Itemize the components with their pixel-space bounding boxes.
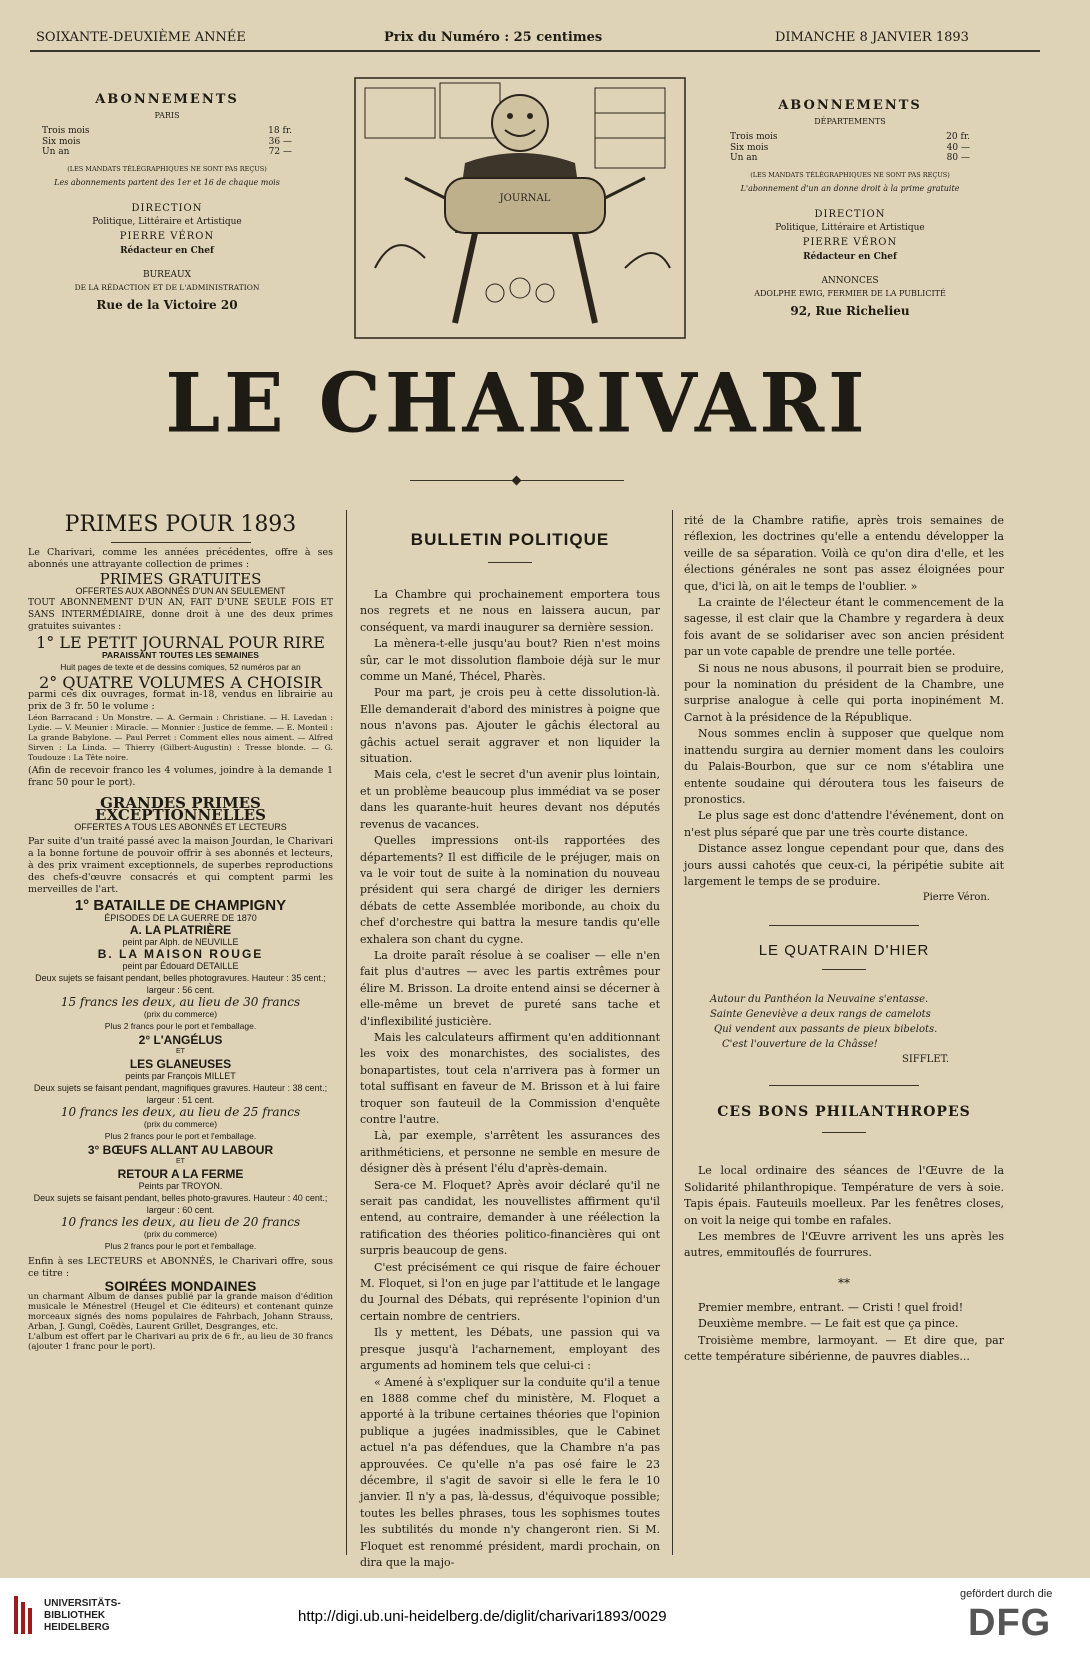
angelus-et: ET (176, 1048, 185, 1055)
offices-desc: DE LA RÉDACTION ET DE L'ADMINISTRATION (74, 282, 260, 292)
soirees-price: L'album est offert par le Charivari au prix de 6 fr., au lieu de 30 francs (ajouter 1 franc pour le port). (28, 1332, 333, 1352)
offices-address: Rue de la Victoire 20 (96, 297, 238, 312)
mandate-note: (LES MANDATS TÉLÉGRAPHIQUES NE SONT PAS REÇUS) (67, 164, 267, 173)
ads-address: 92, Rue Richelieu (790, 303, 910, 318)
troyon-details: Deux sujets se faisant pendant, belles photo-gravures. Hauteur : 40 cent.; largeur : 60 cent. (33, 1193, 328, 1215)
millet-details: Deux sujets se faisant pendant, magnifiques gravures. Hauteur : 38 cent.; largeur : 51 cent. (33, 1083, 328, 1105)
digitization-footer (0, 1578, 1090, 1653)
dfg-logo: DFG (968, 1602, 1052, 1644)
paragraph: Si nous ne nous abusons, il pourrait bien se produire, pour la nomination du président de la Chambre, une surprise analogue à celle qui porta inopinément M. Carnot à la présidence de la République. (684, 661, 1004, 724)
subscriptions-title: ABONNEMENTS (778, 98, 922, 113)
battle-a-painter: peint par Alph. de NEUVILLE (122, 937, 239, 947)
battle-b: B. LA MAISON ROUGE (97, 947, 264, 961)
editor-name: PIERRE VÉRON (802, 236, 898, 248)
diamond-ornament (512, 476, 522, 486)
paragraph: La crainte de l'électeur étant le commencement de la sagesse, il est clair que la Chambre y regardera à deux fois avant de se solidariser avec son ancien président par un vote capable de prendre une telle portée. (684, 596, 1004, 659)
philanthropes-dialog (684, 1300, 1004, 1366)
paragraph: Mais cela, c'est le secret d'un avenir plus lointain, et un problème beaucoup plus immédiat va se poser dans les quarante-huit heures devant nos députés revenus de vacances. (360, 768, 660, 831)
subscriptions-paris (22, 92, 312, 312)
library-name: UNIVERSITÄTS- BIBLIOTHEK HEIDELBERG (44, 1598, 121, 1633)
battle-a: A. LA PLATRIÈRE (129, 923, 232, 937)
glaneuses-title: LES GLANEUSES (129, 1057, 232, 1071)
paragraph: La droite paraît résolue à se coaliser — elle n'en fait plus d'autres — avec les partis extrêmes pour élire M. Brisson. La droite entend ainsi se décerner à elle-même un brevet de pureté sans tache et d'inflexibilité justicière. (360, 948, 660, 1028)
masthead-title: LE CHARIVARI (165, 355, 869, 452)
subscription-rates (730, 132, 970, 164)
volume-year: SOIXANTE-DEUXIÈME ANNÉE (36, 30, 246, 45)
retour-ferme-title: RETOUR A LA FERME (117, 1167, 244, 1181)
prime-1-freq: PARAISSANT TOUTES LES SEMAINES (102, 650, 259, 660)
soirees-desc: un charmant Album de danses publié par la grande maison d'édition musicale le Ménestrel (Heugel et Cie éditeurs) et contenant quinze morceaux signés des noms populaires de Fahrbach, Johann Strauss, Arban, J. Gungl, Coëdès, Laurent Grillet, Desgranges, etc. (28, 1292, 333, 1332)
primes-gratuites: PRIMES GRATUITES (99, 570, 262, 588)
bulletin-title: BULLETIN POLITIQUE (410, 530, 610, 549)
direction-desc: Politique, Littéraire et Artistique (92, 216, 242, 227)
column-rule (672, 510, 673, 1555)
ads-label: ANNONCES (821, 275, 879, 286)
battle-title: 1° BATAILLE DE CHAMPIGNY (74, 897, 287, 914)
grandes-primes-note: OFFERTES A TOUS LES ABONNÉS ET LECTEURS (74, 822, 287, 832)
editor-role: Rédacteur en Chef (803, 251, 897, 262)
quatrain-text (684, 992, 1004, 1052)
sponsor-label: gefördert durch die (960, 1588, 1053, 1600)
boeufs-title: 3° BŒUFS ALLANT AU LABOUR (87, 1143, 274, 1157)
section-stars: ** (838, 1275, 850, 1290)
millet-painter: peints par François MILLET (125, 1071, 236, 1081)
angelus-title: 2° L'ANGÉLUS (138, 1033, 223, 1047)
grandes-primes-title: GRANDES PRIMES EXCEPTIONNELLES (95, 794, 266, 824)
battle-b-painter: peint par Édouard DETAILLE (122, 961, 239, 971)
prime-2-desc: parmi ces dix ouvrages, format in-18, vendus en librairie au prix de 3 fr. 50 le volume : (28, 689, 333, 712)
battle-sub: ÉPISODES DE LA GUERRE DE 1870 (104, 913, 257, 923)
millet-price: 10 francs les deux, au lieu de 25 francs (60, 1105, 301, 1119)
subscription-start-note: Les abonnements partent des 1er et 16 de chaque mois (54, 177, 280, 187)
primes-title: PRIMES POUR 1893 (64, 512, 297, 537)
prime-1-title: 1° LE PETIT JOURNAL POUR RIRE (36, 633, 325, 652)
paragraph: « Amené à s'expliquer sur la conduite qu'il a tenue en 1888 comme chef du ministère, M. Floquet a apporté à la tribune certaines théories que l'opinion publique a jugées inadmissibles, que le Cabinet actuel n'a pas défendues, que la Chambre n'a pas approuvées. Ce qu'elle n'a pas osé faire le 23 décembre, il s'agit de savoir si elle le fera le 10 janvier. Il n'y a pas, là-dessus, d'équivoque possible; toutes les belles phrases, tous les sophismes toutes les subtilités du monde n'y changeront rien. Si M. Floquet est renommé président, mardi prochain, on dira que la majo- (360, 1375, 660, 1569)
prime-1-desc: Huit pages de texte et de dessins comiques, 52 numéros par an (60, 662, 301, 672)
rate-row: Trois mois 18 fr. (42, 126, 292, 136)
offices-label: BUREAUX (142, 269, 192, 280)
paragraph: La Chambre qui prochainement emportera tous nos regrets et ne nous en laissera aucun, par conséquent, va mardi inaugurer sa dernière session. (360, 588, 660, 634)
rate-row: Six mois 40 — (730, 142, 970, 153)
masthead-illustration (345, 68, 695, 348)
philanthropes-title: CES BONS PHILANTHROPES (717, 1104, 971, 1121)
direction-label: DIRECTION (131, 202, 203, 214)
subscriptions-subtitle: PARIS (154, 111, 180, 120)
subscriptions-subtitle: DÉPARTEMENTS (814, 117, 886, 126)
troyon-shipping: Plus 2 francs pour le port et l'emballage. (104, 1241, 257, 1251)
grandes-primes-desc: Par suite d'un traité passé avec la maison Jourdan, le Charivari a la bonne fortune de pouvoir offrir à ses abonnés et lecteurs, à des prix vraiment exceptionnels, de superbes reproductions des chefs-d'œuvre consacrés et qui comptent parmi les merveilles de l'art. (28, 836, 333, 895)
primes-intro: Le Charivari, comme les années précédentes, offre à ses abonnés une attrayante collection de primes : (28, 547, 333, 570)
paragraph: Nous sommes enclin à supposer que quelque nom inattendu surgira au dernier moment dans les couloirs du Palais-Bourbon, que sur ce nom s'établira une entente soudaine qui déroutera tous les faiseurs de pronostics. (684, 727, 1004, 806)
subscription-rates (42, 126, 292, 158)
bulletin-continued (684, 513, 1004, 890)
paragraph: La mènera-t-elle jusqu'au bout? Rien n'est moins sûr, car le mot dissolution flamboie déjà sur le mur comme un Mané, Thécel, Pharès. (360, 637, 660, 684)
rate-row: Trois mois 20 fr. (730, 132, 970, 142)
paragraph: Le plus sage est donc d'attendre l'événement, dont on n'est plus séparé que par une très courte distance. (684, 809, 1004, 839)
rate-row: Un an 80 — (730, 153, 970, 163)
prime-2-title: 2° QUATRE VOLUMES A CHOISIR (39, 673, 322, 692)
subscription-prime-note: L'abonnement d'un an donne droit à la prime gratuite (740, 183, 960, 193)
primes-column (28, 510, 333, 1352)
editor-role: Rédacteur en Chef (120, 245, 214, 256)
gratuites-note: OFFERTES AUX ABONNÉS D'UN AN SEULEMENT (75, 586, 286, 596)
column-rule (346, 510, 347, 1555)
right-column (684, 513, 1004, 1365)
battle-shipping: Plus 2 francs pour le port et l'emballage. (104, 1021, 257, 1031)
permalink-url[interactable]: http://digi.ub.uni-heidelberg.de/diglit/charivari1893/0029 (298, 1608, 667, 1625)
battle-price: 15 francs les deux, au lieu de 30 francs (60, 995, 301, 1009)
bulletin-column (360, 510, 660, 1571)
mandate-note: (LES MANDATS TÉLÉGRAPHIQUES NE SONT PAS REÇUS) (750, 170, 950, 179)
issue-price: Prix du Numéro : 25 centimes (384, 30, 603, 45)
prime-2-shipping: (Afin de recevoir franco les 4 volumes, joindre à la demande 1 franc 50 pour le port). (28, 765, 333, 788)
paragraph: Distance assez longue cependant pour que, dans des jours aussi cahotés que ceux-ci, la péripétie subite ait largement le temps de se produire. (684, 842, 1004, 888)
caricature-drawing (345, 68, 695, 348)
quatrain-line: Autour du Panthéon la Neuvaine s'entasse. (710, 994, 929, 1006)
quatrain-line: Sainte Geneviève a deux rangs de camelots (710, 1009, 931, 1021)
millet-shipping: Plus 2 francs pour le port et l'emballage. (104, 1131, 257, 1141)
rate-row: Six mois 36 — (42, 136, 292, 147)
paragraph: Quelles impressions ont-ils rapportées des départements? Il est difficile de le préjuger, mais on va le voir tout de suite à la nomination du nouveau président qui sera chargé de diriger les derniers débats de cette Assemblée moribonde, au choix du chef d'orchestre qui battra la mesure tandis qu'elle exhalera son chant du cygne. (360, 834, 660, 946)
paragraph: Sera-ce M. Floquet? Après avoir déclaré qu'il ne serait pas candidat, les nouvellistes affirment qu'il entend, au contraire, demander à une réélection la ratification des théories politico-financières qui ont surpris beaucoup de gens. (360, 1178, 660, 1258)
illustration-label: JOURNAL (499, 193, 551, 204)
bulletin-body (360, 587, 660, 1571)
paragraph: Ils y mettent, les Débats, une passion qui va presque jusqu'à l'acharnement, employant des arguments ad hominem tels que celui-ci : (360, 1326, 660, 1373)
paragraph: Le local ordinaire des séances de l'Œuvre de la Solidarité philanthropique. Température de vers à soie. Tapis épais. Fauteuils moelleux. Par les fenêtres closes, on voit la neige qui tombe en rafales. (684, 1164, 1004, 1227)
philanthropes-body (684, 1163, 1004, 1261)
troyon-price-note: (prix du commerce) (143, 1229, 218, 1239)
direction-label: DIRECTION (814, 208, 886, 220)
troyon-painter: Peints par TROYON. (138, 1181, 223, 1191)
paragraph: Troisième membre, larmoyant. — Et dire que, par cette température sibérienne, de pauvres diables... (684, 1333, 1004, 1363)
troyon-price: 10 francs les deux, au lieu de 20 francs (60, 1215, 301, 1229)
paragraph: C'est précisément ce qui risque de faire échouer M. Floquet, si l'on en juge par l'attitude et le langage du Journal des Débats, qui représente l'opinion d'un certain nombre de centriers. (360, 1260, 660, 1323)
issue-date: DIMANCHE 8 JANVIER 1893 (775, 30, 969, 45)
paragraph: Mais les calculateurs affirment qu'en additionnant les voix des monarchistes, des socialistes, des bonapartistes, tout cela n'arrivera pas à former un total suffisant en faveur de M. Brisson et à lui faire troquer son fauteuil de la Commission d'enquête contre l'autre. (360, 1030, 660, 1126)
paragraph: Là, par exemple, s'arrêtent les assurances des arithméticiens, et personne ne semble en mesure de désigner dès à présent l'élu d'après-demain. (360, 1129, 660, 1176)
paragraph: Deuxième membre. — Le fait est que ça pince. (698, 1317, 959, 1331)
subscriptions-title: ABONNEMENTS (95, 92, 239, 107)
editor-name: PIERRE VÉRON (119, 230, 215, 242)
ads-desc: ADOLPHE EWIG, FERMIER DE LA PUBLICITÉ (754, 288, 946, 298)
millet-price-note: (prix du commerce) (143, 1119, 218, 1129)
paragraph: Premier membre, entrant. — Cristi ! quel froid! (698, 1300, 964, 1314)
paragraph: Les membres de l'Œuvre arrivent les uns après les autres, emmitouflés de fourrures. (684, 1229, 1004, 1260)
gratuites-desc: TOUT ABONNEMENT D'UN AN, FAIT D'UNE SEULE FOIS ET SANS INTERMÉDIAIRE, donne droit à une des deux primes gratuites suivantes : (28, 598, 333, 632)
boeufs-et: ET (176, 1158, 185, 1165)
prime-2-books: Léon Barracand : Un Monstre. — A. Germain : Christiane. — H. Lavedan : Lydie. — V. Meunier : Miracle. — Monnier : Justice de femme. — E. Monteil : La grande Babylone. — Paul Perret : Comment elles nous aiment. — Alfred Sirven : La Linda. — Thierry (Gilbert-Augustin) : Tresse blonde. — G. Toudouze : La Tête noire. (28, 713, 333, 762)
paragraph: Pour ma part, je crois peu à cette dissolution-là. Elle demanderait d'abord des ministres à poigne que nous n'avons pas. Ajouter le gâchis électoral au gâchis actuel serait aggraver et non liquider la situation. (360, 686, 660, 766)
quatrain-title: LE QUATRAIN D'HIER (758, 942, 930, 960)
battle-details: Deux sujets se faisant pendant, belles photogravures. Hauteur : 35 cent.; largeur : 56 cent. (35, 973, 326, 995)
header-rule (30, 50, 1040, 52)
bulletin-signature: Pierre Véron. (922, 892, 990, 904)
soirees-title: SOIRÉES MONDAINES (104, 1278, 257, 1294)
battle-price-note: (prix du commerce) (143, 1009, 218, 1019)
soirees-intro: Enfin à ses LECTEURS et ABONNÉS, le Charivari offre, sous ce titre : (28, 1256, 333, 1279)
quatrain-line: C'est l'ouverture de la Châsse! (722, 1039, 878, 1051)
rate-row: Un an 72 — (42, 147, 292, 157)
paragraph: rité de la Chambre ratifie, après trois semaines de réflexion, les doctrines qu'elle a entendu développer la veille de sa séparation. Voilà ce qu'on dira d'elle, et les élections générales ne sont pas assez éloignées pour que, d'ici là, on ait le temps de l'oublier. » (684, 514, 1004, 593)
quatrain-line: Qui vendent aux passants de pieux bibelots. (714, 1024, 938, 1036)
direction-desc: Politique, Littéraire et Artistique (775, 222, 925, 233)
quatrain-signature: SIFFLET. (902, 1054, 949, 1066)
subscriptions-departements (705, 98, 995, 318)
